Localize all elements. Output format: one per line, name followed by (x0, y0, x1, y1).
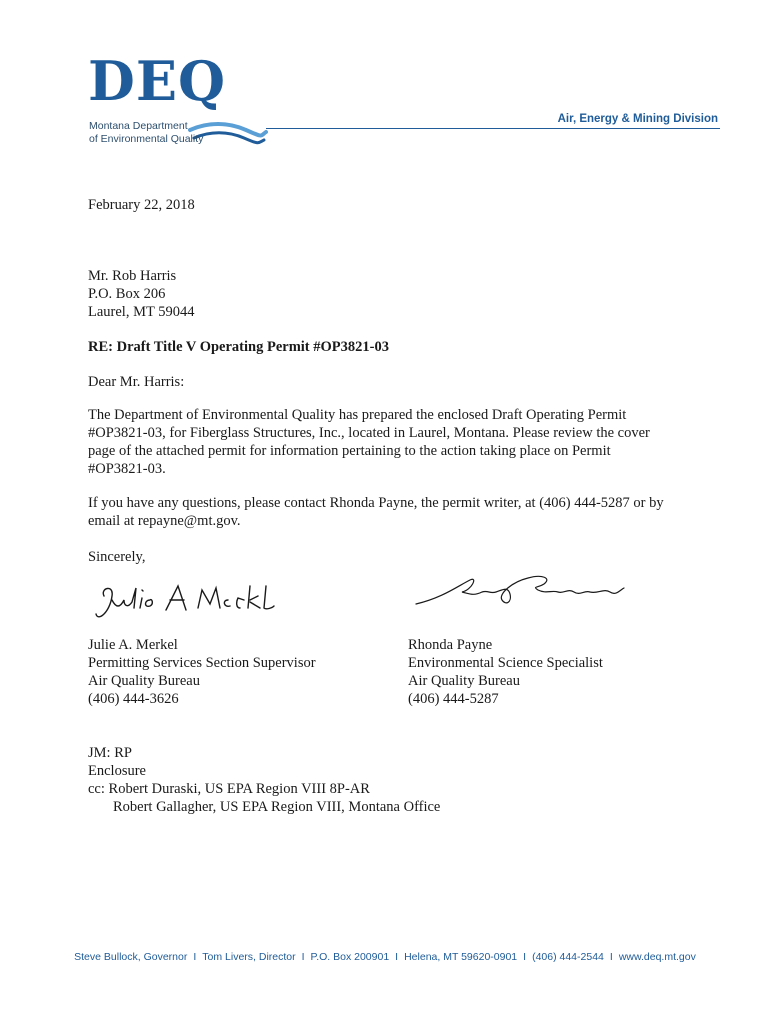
signer-block-left (88, 636, 316, 708)
body-paragraph-1 (88, 406, 688, 478)
recipient-city: Laurel, MT 59044 (88, 304, 195, 320)
footer-phone: (406) 444-2544 (532, 951, 604, 963)
signer-phone: (406) 444-5287 (408, 691, 499, 707)
paragraph-line: email at repayne@mt.gov. (88, 513, 241, 529)
signer-name: Rhonda Payne (408, 637, 493, 653)
logo-line-1: Montana Department (89, 120, 188, 132)
cc-line: Robert Gallagher, US EPA Region VIII, Montana Office (113, 799, 441, 815)
footer-website[interactable]: www.deq.mt.gov (618, 951, 696, 963)
paragraph-line: If you have any questions, please contact Rhonda Payne, the permit writer, at (406) 444-5287 or by (88, 495, 664, 511)
paragraph-line: page of the attached permit for information pertaining to the action taking place on Permit (88, 443, 611, 459)
footer-separator: I (193, 951, 197, 963)
footer-separator: I (523, 951, 527, 963)
logo-line-2: of Environmental Quality (89, 133, 204, 145)
enclosure-note: Enclosure (88, 763, 146, 779)
signer-bureau: Air Quality Bureau (408, 673, 520, 689)
letterhead-footer (0, 951, 770, 963)
footer-separator: I (301, 951, 305, 963)
recipient-address (88, 267, 194, 321)
paragraph-line: #OP3821-03, for Fiberglass Structures, Inc., located in Laurel, Montana. Please review the cover (88, 425, 650, 441)
closing: Sincerely, (88, 549, 146, 565)
signer-name: Julie A. Merkel (88, 637, 178, 653)
footer-governor: Steve Bullock, Governor (74, 951, 188, 963)
signer-title: Environmental Science Specialist (408, 655, 603, 671)
signature-payne (412, 568, 627, 618)
recipient-street: P.O. Box 206 (88, 286, 166, 302)
letter-date: February 22, 2018 (88, 197, 195, 213)
cc-line: cc: Robert Duraski, US EPA Region VIII 8P-AR (88, 781, 370, 797)
deq-logo (88, 49, 268, 150)
footer-city: Helena, MT 59620-0901 (404, 951, 518, 963)
paragraph-line: The Department of Environmental Quality has prepared the enclosed Draft Operating Permit (88, 407, 627, 423)
logo-wordmark: DEQ (88, 49, 227, 113)
body-paragraph-2 (88, 494, 698, 530)
recipient-name: Mr. Rob Harris (88, 268, 177, 284)
signer-block-right (408, 636, 603, 708)
signer-phone: (406) 444-3626 (88, 691, 179, 707)
paragraph-line: #OP3821-03. (88, 461, 166, 477)
signer-bureau: Air Quality Bureau (88, 673, 200, 689)
signature-merkel (90, 578, 280, 628)
reference-initials: JM: RP (88, 745, 132, 761)
header-rule (266, 128, 720, 129)
footer-director: Tom Livers, Director (202, 951, 296, 963)
signer-title: Permitting Services Section Supervisor (88, 655, 316, 671)
footer-box: P.O. Box 200901 (310, 951, 390, 963)
footer-separator: I (395, 951, 399, 963)
subject-line: RE: Draft Title V Operating Permit #OP3821-03 (88, 339, 389, 355)
footer-separator: I (609, 951, 613, 963)
cc-list (88, 780, 440, 816)
division-name: Air, Energy & Mining Division (557, 113, 718, 125)
salutation: Dear Mr. Harris: (88, 374, 185, 390)
